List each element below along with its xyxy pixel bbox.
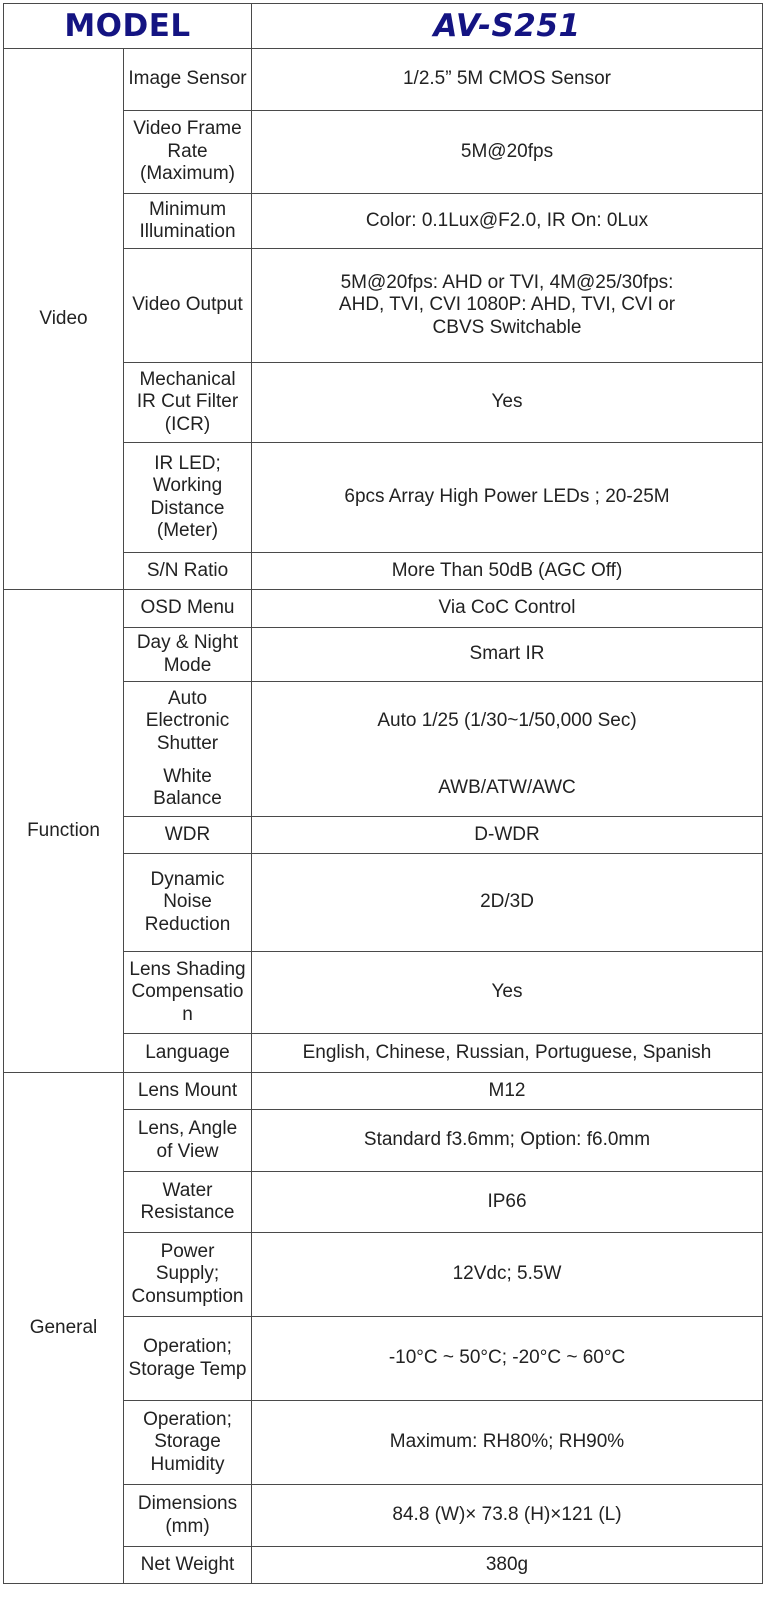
feature-value: AWB/ATW/AWC (252, 761, 763, 817)
feature-value: 12Vdc; 5.5W (252, 1233, 763, 1317)
spec-table (3, 3, 763, 1584)
feature-label: IR LED; Working Distance (Meter) (124, 443, 252, 553)
category-function: Function (4, 590, 124, 1073)
feature-label: Operation; Storage Temp (124, 1317, 252, 1401)
feature-value: Yes (252, 952, 763, 1034)
spec-row (4, 1073, 763, 1110)
feature-label: Video Frame Rate (Maximum) (124, 111, 252, 194)
spec-row (4, 49, 763, 111)
header-row (4, 4, 763, 49)
model-label: MODEL (4, 4, 252, 49)
feature-value: 2D/3D (252, 854, 763, 952)
feature-label: Dimensions (mm) (124, 1485, 252, 1547)
feature-value: 6pcs Array High Power LEDs ; 20-25M (252, 443, 763, 553)
feature-value: Auto 1/25 (1/30~1/50,000 Sec) (252, 682, 763, 761)
spec-row (4, 590, 763, 628)
category-video: Video (4, 49, 124, 590)
feature-label: S/N Ratio (124, 553, 252, 590)
feature-value: D-WDR (252, 817, 763, 854)
feature-value: More Than 50dB (AGC Off) (252, 553, 763, 590)
feature-label: Day & Night Mode (124, 628, 252, 682)
feature-label: WDR (124, 817, 252, 854)
feature-value: English, Chinese, Russian, Portuguese, Spanish (252, 1034, 763, 1073)
feature-label: Lens, Angle of View (124, 1110, 252, 1172)
feature-value: Maximum: RH80%; RH90% (252, 1401, 763, 1485)
feature-value: Standard f3.6mm; Option: f6.0mm (252, 1110, 763, 1172)
feature-label: Operation; Storage Humidity (124, 1401, 252, 1485)
feature-value: 1/2.5” 5M CMOS Sensor (252, 49, 763, 111)
feature-label: Mechanical IR Cut Filter (ICR) (124, 363, 252, 443)
feature-label: Minimum Illumination (124, 194, 252, 249)
feature-value: Smart IR (252, 628, 763, 682)
feature-label: Auto Electronic Shutter (124, 682, 252, 761)
feature-value: 5M@20fps (252, 111, 763, 194)
feature-value: -10°C ~ 50°C; -20°C ~ 60°C (252, 1317, 763, 1401)
feature-value: Yes (252, 363, 763, 443)
feature-value: Color: 0.1Lux@F2.0, IR On: 0Lux (252, 194, 763, 249)
feature-label: Image Sensor (124, 49, 252, 111)
feature-label: OSD Menu (124, 590, 252, 628)
feature-label: Video Output (124, 249, 252, 363)
feature-value: 84.8 (W)× 73.8 (H)×121 (L) (252, 1485, 763, 1547)
feature-label: Water Resistance (124, 1172, 252, 1233)
feature-value: M12 (252, 1073, 763, 1110)
feature-value: 380g (252, 1547, 763, 1584)
model-value: AV-S251 (252, 4, 763, 49)
feature-label: Dynamic Noise Reduction (124, 854, 252, 952)
feature-label: Net Weight (124, 1547, 252, 1584)
feature-value: IP66 (252, 1172, 763, 1233)
feature-label: Lens Shading Compensation (124, 952, 252, 1034)
feature-label: Lens Mount (124, 1073, 252, 1110)
feature-label: Power Supply; Consumption (124, 1233, 252, 1317)
feature-value: 5M@20fps: AHD or TVI, 4M@25/30fps: AHD, TVI, CVI 1080P: AHD, TVI, CVI or CBVS Switchable (252, 249, 763, 363)
category-general: General (4, 1073, 124, 1584)
feature-value: Via CoC Control (252, 590, 763, 628)
feature-label: Language (124, 1034, 252, 1073)
feature-label: White Balance (124, 761, 252, 817)
